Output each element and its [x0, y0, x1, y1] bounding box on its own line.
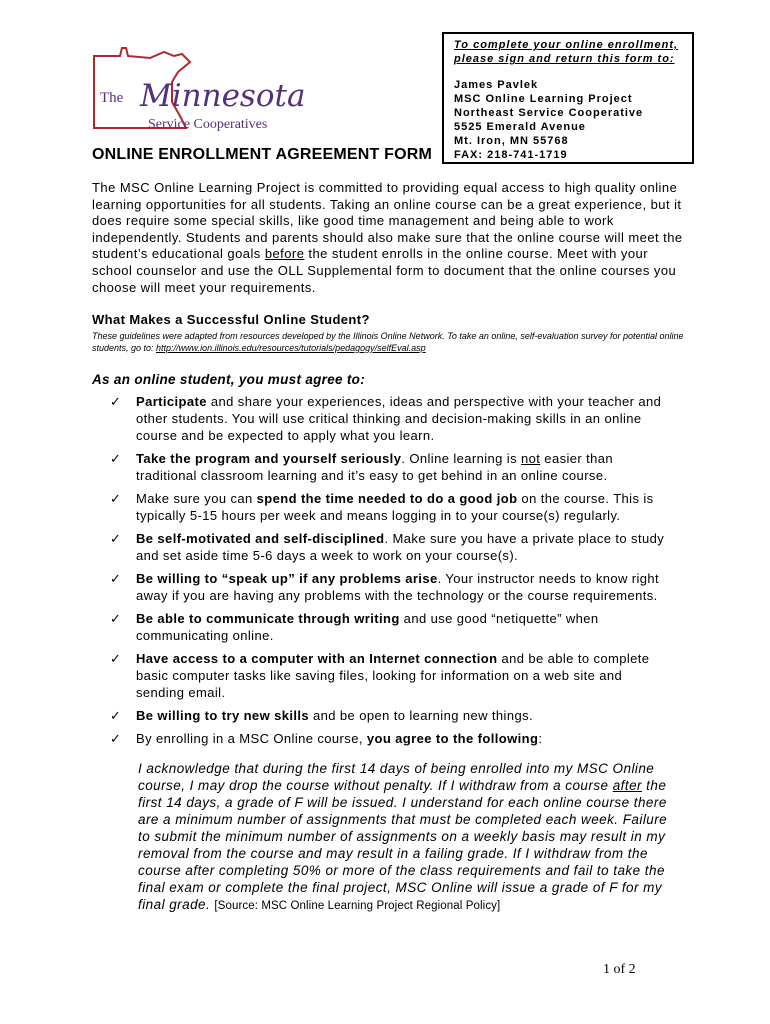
address-city: Mt. Iron, MN 55768 — [454, 135, 569, 147]
intro-underlined: before — [264, 246, 305, 262]
check-icon: ✓ — [110, 491, 122, 506]
ack-text-2: the first 14 days, a grade of F will be issued. I understand for each online course there are a minimum number of assignments that must be completed each week. Failure to submit the minimum number of assignments on a weekly basis may result in my removal from the course and may result in a failing grade. If I withdraw from the course after completing 50% or more of the class requirements and fail to take the final exam or complete the final project, MSC Online will issue a grade of F for my final grade. — [138, 778, 668, 912]
check-icon: ✓ — [110, 571, 122, 586]
address-name: James Pavlek — [454, 79, 539, 91]
list-item: ✓ Be able to communicate through writing and use good “netiquette” when communicating online. — [110, 611, 599, 643]
check-icon: ✓ — [110, 394, 122, 409]
check-icon: ✓ — [110, 531, 122, 546]
check-icon: ✓ — [110, 451, 122, 466]
msc-logo — [86, 42, 306, 142]
instruction-line-1: To complete your online enrollment, — [454, 39, 679, 51]
instruction-line-2: please sign and return this form to: — [454, 53, 675, 65]
logo-the: The — [100, 90, 124, 106]
address-project: MSC Online Learning Project — [454, 93, 633, 105]
ack-text-1: I acknowledge that during the first 14 days of being enrolled into my MSC Online course, I may drop the course without penalty. If I withdraw from a course — [138, 761, 655, 793]
list-item: ✓ Participate and share your experiences, ideas and perspective with your teacher and other students. You will use critical thinking and decision-making skills in an online course and be expected to apply what you learn. — [110, 394, 662, 443]
address-street: 5525 Emerald Avenue — [454, 121, 586, 133]
check-icon: ✓ — [110, 708, 122, 723]
logo-minnesota: Minnesota — [140, 78, 306, 114]
return-instructions — [454, 38, 682, 66]
list-item: ✓ Take the program and yourself seriously. Online learning is not easier than traditional classroom learning and it’s easy to get behind in an online course. — [110, 451, 614, 483]
ack-source: [Source: MSC Online Learning Project Regional Policy] — [214, 900, 501, 912]
page-title: ONLINE ENROLLMENT AGREEMENT FORM — [92, 146, 433, 163]
section-heading: What Makes a Successful Online Student? — [92, 312, 370, 327]
check-icon: ✓ — [110, 731, 122, 746]
address-org: Northeast Service Cooperative — [454, 107, 644, 119]
list-item: ✓ Have access to a computer with an Internet connection and be able to complete basic computer tasks like saving files, looking for information on a web site and sending email. — [110, 651, 650, 700]
acknowledgement-paragraph — [138, 760, 678, 915]
intro-paragraph — [92, 180, 692, 296]
check-icon: ✓ — [110, 651, 122, 666]
agreement-list — [110, 393, 670, 753]
list-item: ✓ Be willing to “speak up” if any problems arise. Your instructor needs to know right away if you are having any problems with the technology or the course requirements. — [110, 571, 660, 603]
page-number: 1 of 2 — [603, 962, 636, 977]
intro-text-2: the student enrolls in the online course. Meet with your school counselor and use the OLL Supplemental form to document that the online courses you choose will meet your requirements. — [92, 246, 677, 295]
ack-underlined: after — [612, 778, 642, 793]
return-address-box — [442, 32, 694, 164]
intro-text-1: The MSC Online Learning Project is committed to providing equal access to high quality online learning opportunities for all students. Taking an online course can be a great experience, but it does require some special skills, like good time management and being able to work independently. Students and parents should also make sure that the online course will meet the student’s educational goals — [92, 180, 683, 262]
check-icon: ✓ — [110, 611, 122, 626]
source-note-text: These guidelines were adapted from resources developed by the Illinois Online Network. To take an online, self-evaluation survey for potential online students, go to: — [92, 331, 684, 353]
evaluation-link[interactable]: http://www.ion.illinois.edu/resources/tutorials/pedagogy/selfEval.asp — [156, 343, 426, 353]
logo-service-cooperatives: Service Cooperatives — [148, 117, 268, 132]
list-item: ✓ By enrolling in a MSC Online course, you agree to the following: — [110, 731, 543, 746]
agree-heading: As an online student, you must agree to: — [92, 372, 366, 387]
list-item: ✓ Make sure you can spend the time needed to do a good job on the course. This is typically 5-15 hours per week and means logging in to your course(s) regularly. — [110, 491, 654, 523]
list-item: ✓ Be self-motivated and self-disciplined. Make sure you have a private place to study and set aside time 5-6 days a week to work on your course(s). — [110, 531, 665, 563]
address-fax: FAX: 218-741-1719 — [454, 149, 568, 161]
source-note — [92, 330, 692, 354]
list-item: ✓ Be willing to try new skills and be open to learning new things. — [110, 708, 534, 723]
